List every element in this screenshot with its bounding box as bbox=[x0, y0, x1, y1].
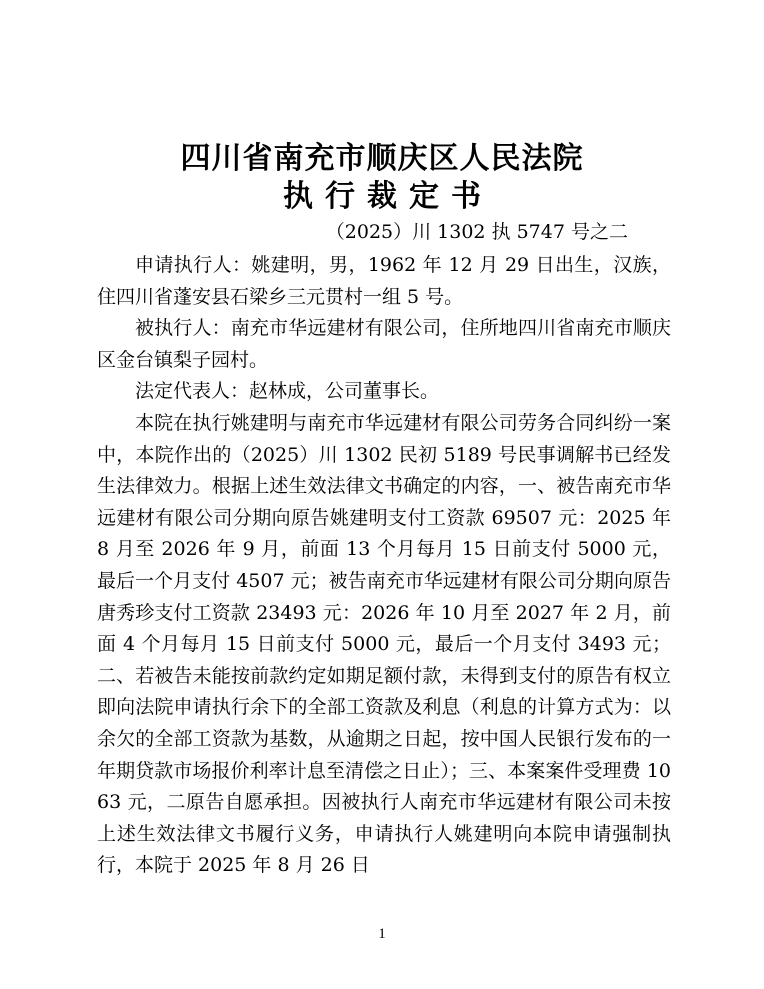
applicant-paragraph: 申请执行人：姚建明，男，1962 年 12 月 29 日出生，汉族，住四川省蓬安县石梁乡三元贯村一组 5 号。 bbox=[97, 254, 671, 308]
case-facts-paragraph: 本院在执行姚建明与南充市华远建材有限公司劳务合同纠纷一案中，本院作出的（2025）川 1302 民初 5189 号民事调解书已经发生法律效力。根据上述生效法律文书确定的内容，一、被告南充市华远建材有限公司分期向原告姚建明支付工资款 69507 元：2025 年 8 月至 2026 年 9 月，前面 13 个月每月 15 日前支付 5000 元，最后一个月支付 4507 元；被告南充市华远建材有限公司分期向原告唐秀珍支付工资款 23493 元：2026 年 10 月至 2027 年 2 月，前面 4 个月每月 15 日前支付 5000 元，最后一个月支付 3493 元；二、若被告未能按前款约定如期足额付款，未得到支付的原告有权立即向法院申请执行余下的全部工资款及利息（利息的计算方式为：以余欠的全部工资款为基数，从逾期之日起，按中国人民银行发布的一年期贷款市场报价利率计息至清偿之日止）；三、本案案件受理费 1063 元，二原告自愿承担。因被执行人南充市华远建材有限公司未按上述生效法律文书履行义务，申请执行人姚建明向本院申请强制执行，本院于 2025 年 8 月 26 日 bbox=[97, 411, 671, 877]
respondent-paragraph: 被执行人：南充市华远建材有限公司，住所地四川省南充市顺庆区金台镇梨子园村。 bbox=[97, 317, 671, 371]
case-number: （2025）川 1302 执 5747 号之二 bbox=[325, 221, 628, 243]
legal-representative-paragraph: 法定代表人：赵林成，公司董事长。 bbox=[135, 380, 440, 403]
page-number: 1 bbox=[378, 926, 386, 942]
document-body bbox=[97, 250, 671, 882]
document-title: 执行裁定书 bbox=[283, 179, 493, 214]
court-name: 四川省南充市顺庆区人民法院 bbox=[180, 141, 584, 176]
